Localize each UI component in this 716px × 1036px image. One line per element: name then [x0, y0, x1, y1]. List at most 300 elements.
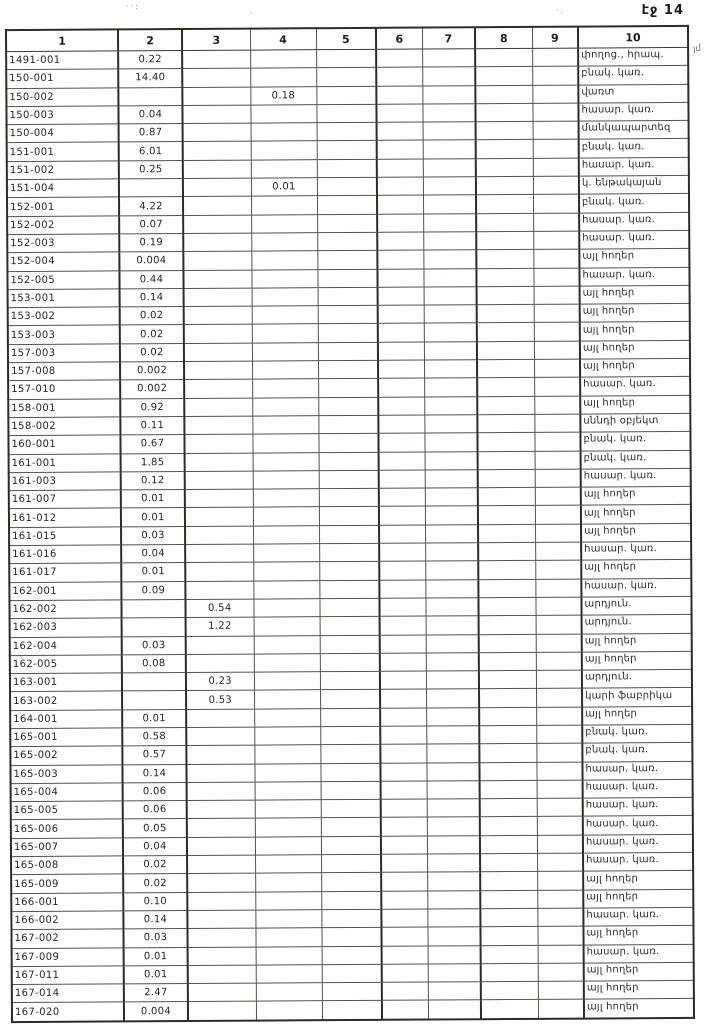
col8-cell [476, 122, 533, 141]
area-col3-cell [187, 910, 255, 929]
area-col3-cell [185, 489, 253, 508]
area-col4-cell [256, 1001, 322, 1020]
land-use-label-cell [581, 468, 691, 487]
parcel-code-cell: 161-016 [9, 545, 121, 564]
col6-cell [376, 67, 422, 86]
col6-cell [380, 763, 426, 782]
area-col4-cell [251, 233, 317, 252]
col7-cell [426, 762, 479, 781]
col5-cell [322, 946, 382, 965]
land-use-label-cell [579, 139, 689, 158]
col9-cell [535, 469, 581, 488]
land-use-label: հասար. կառ. [583, 470, 657, 482]
col6-cell [378, 323, 424, 342]
land-use-label-cell [582, 761, 692, 780]
land-use-label: այլ հողեր [586, 872, 639, 885]
area-col3-cell [184, 398, 252, 417]
area-col3-cell: 0.23 [186, 672, 254, 691]
land-use-label-cell [582, 651, 692, 670]
col7-cell [424, 396, 477, 415]
col7-cell [428, 964, 481, 983]
col6-cell [376, 104, 422, 123]
area-col2-cell: 4.22 [119, 197, 183, 216]
column-header: 10 [578, 26, 688, 48]
col7-cell [425, 579, 478, 598]
land-use-label: արդյուն. [584, 598, 632, 610]
area-col2-cell: 0.14 [123, 910, 187, 929]
land-use-label: հասար. կառ. [582, 232, 656, 244]
land-use-label: բնակ. կառ. [581, 67, 645, 80]
col9-cell [533, 176, 579, 195]
area-col3-cell [185, 508, 253, 527]
area-col3-cell [187, 873, 255, 892]
land-use-label-cell [580, 413, 690, 432]
area-col2-cell: 0.06 [123, 782, 187, 801]
column-header: 1 [6, 29, 118, 51]
col8-cell [478, 597, 535, 616]
col8-cell [478, 579, 535, 598]
land-use-label: այլ հողեր [583, 397, 636, 409]
area-col4-cell [251, 196, 317, 215]
col5-cell [317, 251, 377, 270]
col7-cell [424, 415, 477, 434]
col9-cell [533, 249, 579, 268]
area-col2-cell: 0.002 [120, 362, 184, 381]
col8-cell [480, 835, 537, 854]
col6-cell [382, 946, 428, 965]
col6-cell [377, 250, 423, 269]
area-col2-cell: 0.01 [121, 490, 185, 509]
col6-cell [379, 506, 425, 525]
land-use-label-cell [580, 432, 690, 451]
col8-cell [480, 908, 537, 927]
area-col3-cell [185, 544, 253, 563]
land-use-label-cell [582, 633, 692, 652]
parcel-code-cell: 153-003 [8, 325, 120, 344]
land-register-table-wrapper [5, 25, 693, 1023]
col5-cell [320, 635, 380, 654]
area-col2-cell: 0.03 [121, 526, 185, 545]
col9-cell [537, 926, 583, 945]
col8-cell [475, 67, 532, 86]
col6-cell [377, 159, 423, 178]
col5-cell [320, 745, 380, 764]
col9-cell [534, 432, 580, 451]
area-col2-cell: 0.57 [122, 746, 186, 765]
land-use-label: հասար. կառ. [581, 104, 655, 116]
col5-cell [318, 360, 378, 379]
col9-cell [535, 506, 581, 525]
land-use-label-cell [580, 395, 690, 414]
land-use-label-cell [581, 487, 691, 506]
area-col3-cell [188, 965, 256, 984]
col9-cell [535, 524, 581, 543]
page-number-label: էջ 14 [641, 3, 684, 18]
col8-cell [479, 634, 536, 653]
parcel-code-cell: 161-003 [9, 472, 121, 491]
land-use-label: այլ հողեր [586, 982, 639, 994]
col8-cell [478, 506, 535, 525]
area-col2-cell: 0.67 [120, 435, 184, 454]
parcel-code-cell: 152-001 [7, 197, 119, 216]
area-col2-cell: 6.01 [119, 142, 183, 161]
col5-cell [322, 964, 382, 983]
area-col3-cell [185, 526, 253, 545]
col6-cell [381, 817, 427, 836]
land-use-label-cell [579, 175, 689, 194]
col8-cell [480, 890, 537, 909]
col8-cell [476, 250, 533, 269]
col9-cell [533, 194, 579, 213]
stray-pen-mark: յմ [692, 43, 702, 55]
col8-cell [480, 853, 537, 872]
land-use-label: բնակ. կառ. [582, 195, 645, 208]
col8-cell [477, 286, 534, 305]
col6-cell [377, 177, 423, 196]
land-use-label-cell [580, 340, 690, 359]
scan-noise-speck: · [250, 9, 255, 18]
col5-cell [319, 470, 379, 489]
column-header: 5 [316, 28, 376, 50]
col5-cell [319, 452, 379, 471]
col8-cell [479, 707, 536, 726]
area-col2-cell: 0.04 [123, 837, 187, 856]
area-col4-cell [255, 782, 321, 801]
col8-cell [479, 725, 536, 744]
col6-cell [380, 635, 426, 654]
col9-cell [537, 871, 583, 890]
parcel-code-cell: 157-010 [8, 380, 120, 399]
col7-cell [423, 140, 476, 159]
col8-cell [477, 433, 534, 452]
area-col3-cell [182, 105, 250, 124]
col5-cell [320, 726, 380, 745]
col7-cell [427, 781, 480, 800]
column-header: 8 [475, 27, 532, 49]
col7-cell [427, 872, 480, 891]
area-col4-cell [252, 416, 318, 435]
area-col3-cell [184, 288, 252, 307]
col6-cell [377, 214, 423, 233]
col8-cell [476, 158, 533, 177]
area-col2-cell [122, 618, 186, 637]
col6-cell [379, 543, 425, 562]
parcel-code-cell: 165-008 [11, 856, 123, 875]
col7-cell [427, 835, 480, 854]
col5-cell [321, 928, 381, 947]
area-col4-cell [252, 361, 318, 380]
area-col4-cell [255, 928, 321, 947]
col7-cell [426, 689, 479, 708]
col9-cell [536, 652, 582, 671]
col6-cell [378, 378, 424, 397]
col8-cell [480, 780, 537, 799]
col5-cell [318, 287, 378, 306]
parcel-code-cell: 150-004 [7, 124, 119, 143]
col5-cell [321, 909, 381, 928]
area-col2-cell [121, 599, 185, 618]
land-use-label-cell [580, 322, 690, 341]
area-col4-cell [252, 434, 318, 453]
col7-cell [427, 799, 480, 818]
col7-cell [423, 195, 476, 214]
area-col4-cell [256, 983, 322, 1002]
col6-cell [379, 525, 425, 544]
land-use-label: հասար. կառ. [585, 781, 659, 793]
land-use-label: հասար. կառ. [585, 836, 659, 848]
col9-cell [537, 835, 583, 854]
col6-cell [380, 671, 426, 690]
col9-cell [534, 304, 580, 323]
area-col4-cell [252, 288, 318, 307]
area-col3-cell [184, 343, 252, 362]
area-col3-cell [188, 983, 256, 1002]
col5-cell [318, 342, 378, 361]
col9-cell [532, 66, 578, 85]
parcel-code-cell: 162-002 [9, 600, 121, 619]
area-col4-cell [256, 946, 322, 965]
col9-cell [532, 85, 578, 104]
area-col4-cell [253, 544, 319, 563]
parcel-code-cell: 153-002 [8, 307, 120, 326]
parcel-code-cell: 151-004 [7, 179, 119, 198]
area-col3-cell [187, 837, 255, 856]
col9-cell [537, 817, 583, 836]
land-use-label-cell [581, 560, 691, 579]
col7-cell [425, 543, 478, 562]
col8-cell [481, 981, 538, 1000]
parcel-code-cell: 150-002 [6, 87, 118, 106]
area-col3-cell: 0.53 [186, 690, 254, 709]
col6-cell [382, 1000, 428, 1019]
col8-cell [480, 872, 537, 891]
col9-cell [533, 231, 579, 250]
area-col2-cell: 0.92 [120, 398, 184, 417]
parcel-code-cell: 161-015 [9, 527, 121, 546]
col7-cell [425, 561, 478, 580]
parcel-code-cell: 165-009 [11, 874, 123, 893]
land-use-label-cell [582, 743, 692, 762]
col5-cell [320, 708, 380, 727]
area-col4-cell [250, 105, 316, 124]
land-use-label: բնակ. կառ. [583, 433, 647, 445]
parcel-code-cell: 165-005 [11, 801, 123, 820]
area-col4-cell [252, 379, 318, 398]
col8-cell [476, 140, 533, 159]
land-use-label-cell [584, 962, 694, 981]
area-col4-cell: 0.01 [251, 178, 317, 197]
parcel-code-cell: 163-001 [10, 673, 122, 692]
parcel-code-cell: 162-003 [10, 618, 122, 637]
area-col4-cell [254, 708, 320, 727]
area-col2-cell: 0.04 [121, 545, 185, 564]
col6-cell [378, 397, 424, 416]
area-col4-cell [255, 818, 321, 837]
land-use-label: մանկապարտեզ [581, 122, 671, 134]
land-use-label-cell [581, 450, 691, 469]
col8-cell [478, 524, 535, 543]
col6-cell [381, 781, 427, 800]
col7-cell [422, 85, 475, 104]
col9-cell [536, 670, 582, 689]
area-col2-cell: 0.12 [121, 471, 185, 490]
land-use-label: հասար. կառ. [586, 909, 660, 921]
land-use-label: արդյուն. [584, 671, 633, 683]
land-use-label: այլ հողեր [582, 342, 635, 354]
col8-cell [479, 744, 536, 763]
col8-cell [476, 213, 533, 232]
col7-cell [426, 653, 479, 672]
parcel-code-cell: 165-006 [11, 819, 123, 838]
land-use-label: հասար. կառ. [585, 817, 659, 830]
col9-cell [536, 707, 582, 726]
area-col4-cell [254, 635, 320, 654]
area-col3-cell [183, 196, 251, 215]
area-col3-cell [182, 50, 250, 69]
area-col3-cell [183, 160, 251, 179]
area-col4-cell [255, 910, 321, 929]
col9-cell [536, 743, 582, 762]
area-col2-cell: 0.08 [122, 654, 186, 673]
area-col4-cell [253, 452, 319, 471]
col5-cell [318, 305, 378, 324]
land-use-label: բնակ. կառ. [585, 726, 649, 738]
area-col2-cell: 0.44 [119, 270, 183, 289]
area-col3-cell [182, 68, 250, 87]
col8-cell [480, 927, 537, 946]
col9-cell [534, 341, 580, 360]
col7-cell [425, 488, 478, 507]
land-use-label: այլ հողեր [586, 927, 639, 939]
area-col2-cell [122, 673, 186, 692]
land-use-label-cell [581, 596, 691, 615]
area-col4-cell [253, 471, 319, 490]
column-header: 4 [250, 28, 316, 50]
col5-cell [322, 982, 382, 1001]
parcel-code-cell: 153-001 [8, 289, 120, 308]
area-col2-cell [122, 691, 186, 710]
area-col2-cell: 0.11 [120, 416, 184, 435]
area-col2-cell: 0.004 [124, 1002, 188, 1021]
col6-cell [380, 616, 426, 635]
land-use-label-cell [583, 871, 693, 890]
col8-cell [481, 945, 538, 964]
land-use-label: այլ հողեր [586, 1000, 639, 1013]
land-use-label: սննդի օբյեկտ [583, 415, 659, 427]
col6-cell [376, 49, 422, 68]
col9-cell [536, 634, 582, 653]
col9-cell [533, 140, 579, 159]
land-use-label: այլ հողեր [586, 964, 639, 976]
col7-cell [426, 671, 479, 690]
col5-cell [318, 415, 378, 434]
col7-cell [424, 287, 477, 306]
col9-cell [532, 103, 578, 122]
area-col3-cell [183, 233, 251, 252]
col6-cell [378, 433, 424, 452]
col5-cell [317, 214, 377, 233]
area-col4-cell [255, 855, 321, 874]
col5-cell [321, 781, 381, 800]
area-col3-cell [185, 471, 253, 490]
col7-cell [423, 177, 476, 196]
col9-cell [534, 414, 580, 433]
col5-cell [318, 397, 378, 416]
col8-cell [478, 469, 535, 488]
col7-cell [428, 982, 481, 1001]
col6-cell [379, 561, 425, 580]
area-col3-cell [184, 416, 252, 435]
col6-cell [378, 415, 424, 434]
col8-cell [478, 542, 535, 561]
col8-cell [481, 963, 538, 982]
land-use-label-cell [582, 615, 692, 634]
column-header: 2 [118, 29, 182, 51]
land-use-label-cell [581, 578, 691, 597]
parcel-code-cell: 161-001 [9, 453, 121, 472]
col7-cell [426, 726, 479, 745]
area-col3-cell [183, 142, 251, 161]
parcel-code-cell: 150-001 [6, 69, 118, 88]
land-use-label: բնակ. կառ. [583, 451, 647, 464]
land-use-label: կ. ենթակայան [581, 177, 662, 189]
col7-cell [427, 890, 480, 909]
land-use-label-cell [583, 852, 693, 871]
area-col2-cell: 0.03 [123, 929, 187, 948]
parcel-code-cell: 151-001 [7, 142, 119, 161]
area-col2-cell: 0.22 [118, 51, 182, 70]
area-col4-cell [253, 507, 319, 526]
land-use-label: բնակ. կառ. [585, 744, 649, 756]
area-col4-cell [252, 397, 318, 416]
col6-cell [382, 964, 428, 983]
area-col3-cell [186, 709, 254, 728]
col9-cell [538, 963, 584, 982]
col8-cell [477, 359, 534, 378]
col6-cell [379, 470, 425, 489]
col9-cell [535, 597, 581, 616]
parcel-code-cell: 160-001 [8, 435, 120, 454]
parcel-code-cell: 165-007 [11, 838, 123, 857]
col9-cell [535, 487, 581, 506]
col5-cell [320, 690, 380, 709]
area-col4-cell [251, 159, 317, 178]
col8-cell [477, 341, 534, 360]
area-col3-cell [184, 379, 252, 398]
land-use-label: այլ հողեր [582, 305, 635, 317]
area-col3-cell [187, 855, 255, 874]
col6-cell [378, 360, 424, 379]
land-use-label-cell [583, 926, 693, 945]
col6-cell [378, 287, 424, 306]
col5-cell [319, 562, 379, 581]
area-col3-cell [187, 892, 255, 911]
land-use-label: այլ հողեր [583, 488, 636, 500]
col5-cell [321, 873, 381, 892]
area-col3-cell [185, 581, 253, 600]
col9-cell [538, 981, 584, 1000]
col5-cell [316, 49, 376, 68]
land-use-label: հասար. կառ. [586, 854, 659, 866]
area-col4-cell [253, 580, 319, 599]
land-use-label: հասար. կառ. [581, 159, 655, 171]
area-col2-cell: 14.40 [118, 69, 182, 88]
land-use-label: այլ հողեր [584, 525, 636, 537]
table-row [12, 999, 694, 1022]
col6-cell [377, 122, 423, 141]
col5-cell [316, 104, 376, 123]
col8-cell [477, 323, 534, 342]
